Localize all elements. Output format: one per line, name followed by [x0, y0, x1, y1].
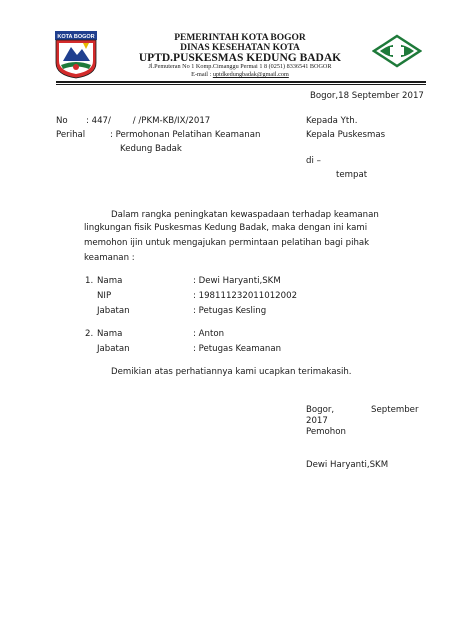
header-rule-thin — [56, 84, 426, 85]
list-number: 1. — [85, 276, 94, 286]
no-label: No — [56, 116, 68, 126]
perihal-label: Perihal — [56, 130, 86, 140]
header-department: DINAS KESEHATAN KOTA — [180, 43, 300, 53]
sign-place: Bogor, — [306, 405, 335, 415]
recipient-line-3: di – — [306, 156, 321, 166]
emblem-label: KOTA BOGOR — [57, 34, 95, 40]
body-line: keamanan : — [84, 253, 135, 263]
field-value: : Anton — [193, 329, 225, 339]
field-label: NIP — [97, 291, 112, 301]
body-line: Dalam rangka peningkatan kewaspadaan terhadap keamanan — [111, 210, 379, 220]
kota-bogor-emblem-icon — [55, 31, 97, 79]
letter-place-date: Bogor,18 September 2017 — [310, 91, 424, 101]
recipient-line-1: Kepada Yth. — [306, 116, 358, 126]
recipient-line-4: tempat — [336, 170, 368, 180]
sign-year: 2017 — [306, 416, 328, 426]
sign-month: September — [371, 405, 419, 415]
field-value: : Dewi Haryanti,SKM — [193, 276, 281, 286]
recipient-line-2: Kepala Puskesmas — [306, 130, 386, 140]
perihal-value-2: Kedung Badak — [120, 144, 182, 154]
body-line: memohon ijin untuk mengajukan permintaan pelatihan bagi pihak — [84, 238, 370, 248]
field-label: Nama — [97, 329, 123, 339]
header-address: Jl.Pemuteran No 1 Komp.Cimanggu Permai 1 8 (0251) 8336541 BOGOR — [148, 63, 332, 70]
header-rule-thick — [56, 81, 426, 83]
email-link[interactable]: uptdkedungbadak@gmail.com — [212, 71, 289, 78]
header-email — [100, 71, 380, 78]
closing-sentence: Demikian atas perhatiannya kami ucapkan terimakasih. — [111, 367, 352, 377]
field-label: Jabatan — [97, 306, 130, 316]
perihal-value-1: : Permohonan Pelatihan Keamanan — [110, 130, 261, 140]
field-value: : Petugas Kesling — [193, 306, 267, 316]
body-line: lingkungan fisik Puskesmas Kedung Badak, maka dengan ini kami — [84, 223, 368, 233]
header-institution: UPTD.PUSKESMAS KEDUNG BADAK — [138, 52, 342, 64]
no-value: : 447/ / /PKM-KB/IX/2017 — [86, 116, 211, 126]
email-label: E-mail : — [191, 71, 212, 78]
sign-role: Pemohon — [306, 427, 346, 437]
list-number: 2. — [85, 329, 94, 339]
header-government: PEMERINTAH KOTA BOGOR — [174, 33, 306, 43]
field-value: : 198111232011012002 — [193, 291, 298, 301]
field-label: Nama — [97, 276, 123, 286]
field-value: : Petugas Keamanan — [193, 344, 282, 354]
field-label: Jabatan — [97, 344, 130, 354]
sign-name: Dewi Haryanti,SKM — [306, 460, 389, 470]
body-paragraph — [111, 208, 426, 224]
